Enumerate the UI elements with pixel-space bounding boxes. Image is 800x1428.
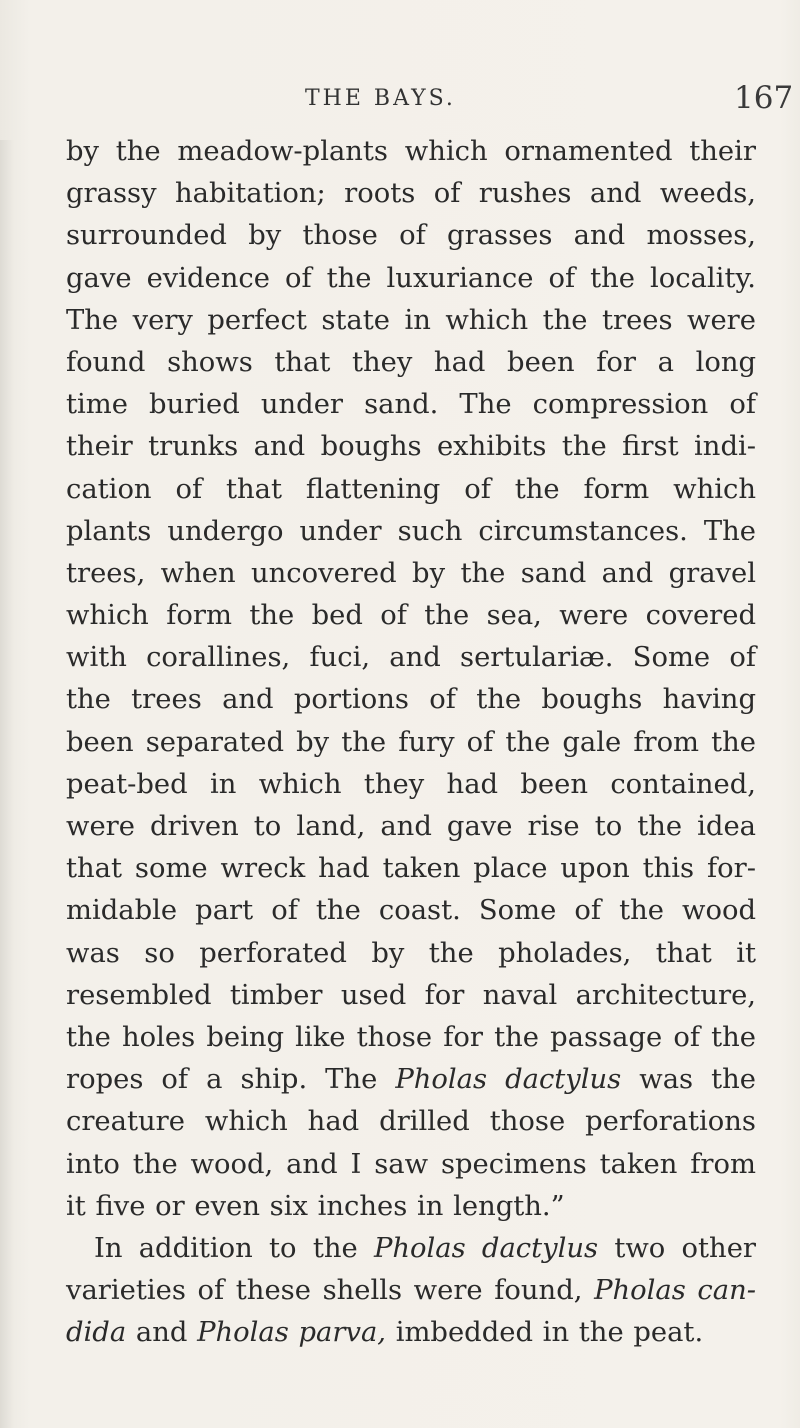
text-line: [66, 300, 756, 342]
text-segment: resembled timber used for naval architecture,: [66, 979, 756, 1011]
text-line: [66, 1312, 756, 1354]
text-line: [66, 426, 756, 468]
text-segment: In addition to the: [94, 1232, 374, 1264]
text-segment: by the meadow-plants which ornamented their: [66, 136, 756, 167]
text-line: [66, 637, 756, 679]
text-segment: grassy habitation; roots of rushes and weeds,: [66, 178, 756, 210]
text-line: [66, 848, 756, 890]
text-segment: ropes of a ship. The: [66, 1064, 396, 1096]
text-line: [66, 679, 756, 721]
text-segment: the trees and portions of the boughs having: [66, 684, 756, 716]
text-line: [66, 806, 756, 848]
text-segment: cation of that flattening of the form which: [66, 473, 756, 505]
text-line: [66, 173, 756, 215]
text-segment: imbedded in the peat.: [385, 1317, 704, 1349]
text-segment: was so perforated by the pholades, that it: [66, 937, 756, 969]
text-line: [66, 1186, 756, 1228]
text-segment: it five or even six inches in length.”: [66, 1190, 565, 1222]
italic-text: Pholas dactylus: [395, 1064, 622, 1096]
text-segment: varieties of these shells were found,: [66, 1275, 595, 1307]
text-line: [66, 975, 756, 1017]
text-line: [66, 469, 756, 511]
text-segment: and: [126, 1317, 198, 1349]
text-line: [66, 511, 756, 553]
text-segment: been separated by the fury of the gale from the: [66, 726, 756, 758]
text-line: [66, 933, 756, 975]
italic-text: Pholas parva,: [197, 1317, 386, 1349]
text-segment: time buried under sand. The compression of: [66, 389, 756, 421]
text-segment: were driven to land, and gave rise to the idea: [66, 811, 756, 842]
italic-text: Pholas can-: [594, 1275, 756, 1307]
text-segment: into the wood, and I saw specimens taken from: [66, 1148, 756, 1180]
text-segment: trees, when uncovered by the sand and gravel: [66, 557, 756, 589]
text-line: [66, 1270, 756, 1312]
text-line: [66, 595, 756, 637]
text-line: [66, 890, 756, 932]
text-line: [66, 342, 756, 384]
text-segment: with corallines, fuci, and sertulariæ. Some of: [66, 642, 756, 674]
running-head: [0, 80, 800, 126]
text-line: [66, 1017, 756, 1059]
text-segment: that some wreck had taken place upon this for-: [66, 853, 756, 885]
text-segment: the holes being like those for the passage of the: [66, 1021, 756, 1053]
italic-text: Pholas dactylus: [373, 1232, 599, 1264]
body-text: [66, 131, 756, 1354]
gutter-shadow: [0, 140, 14, 1428]
text-line: [66, 384, 756, 426]
text-segment: midable part of the coast. Some of the wood: [66, 895, 756, 927]
text-segment: creature which had drilled those perforations: [66, 1106, 756, 1138]
text-line: [66, 1101, 756, 1143]
text-segment: two other: [598, 1232, 756, 1264]
text-segment: surrounded by those of grasses and mosses,: [66, 220, 756, 252]
page-number: 167: [734, 80, 794, 116]
text-line: [66, 722, 756, 764]
text-line: [66, 1144, 756, 1186]
text-line: [66, 131, 756, 173]
text-segment: found shows that they had been for a long: [66, 346, 756, 378]
text-segment: their trunks and boughs exhibits the first indi-: [66, 431, 756, 463]
italic-text: dida: [66, 1317, 127, 1349]
text-line: [66, 553, 756, 595]
text-segment: was the: [621, 1064, 756, 1096]
text-line: [66, 1059, 756, 1101]
text-line: [66, 215, 756, 257]
text-segment: plants undergo under such circumstances. The: [66, 515, 756, 547]
text-segment: The very perfect state in which the trees were: [66, 304, 756, 336]
text-segment: which form the bed of the sea, were covered: [66, 600, 756, 632]
text-line: [66, 1228, 756, 1270]
text-segment: peat-bed in which they had been contained,: [66, 768, 756, 800]
text-line: [66, 258, 756, 300]
running-head-title: THE BAYS.: [305, 86, 456, 111]
text-segment: gave evidence of the luxuriance of the locality.: [66, 262, 756, 294]
text-line: [66, 764, 756, 806]
